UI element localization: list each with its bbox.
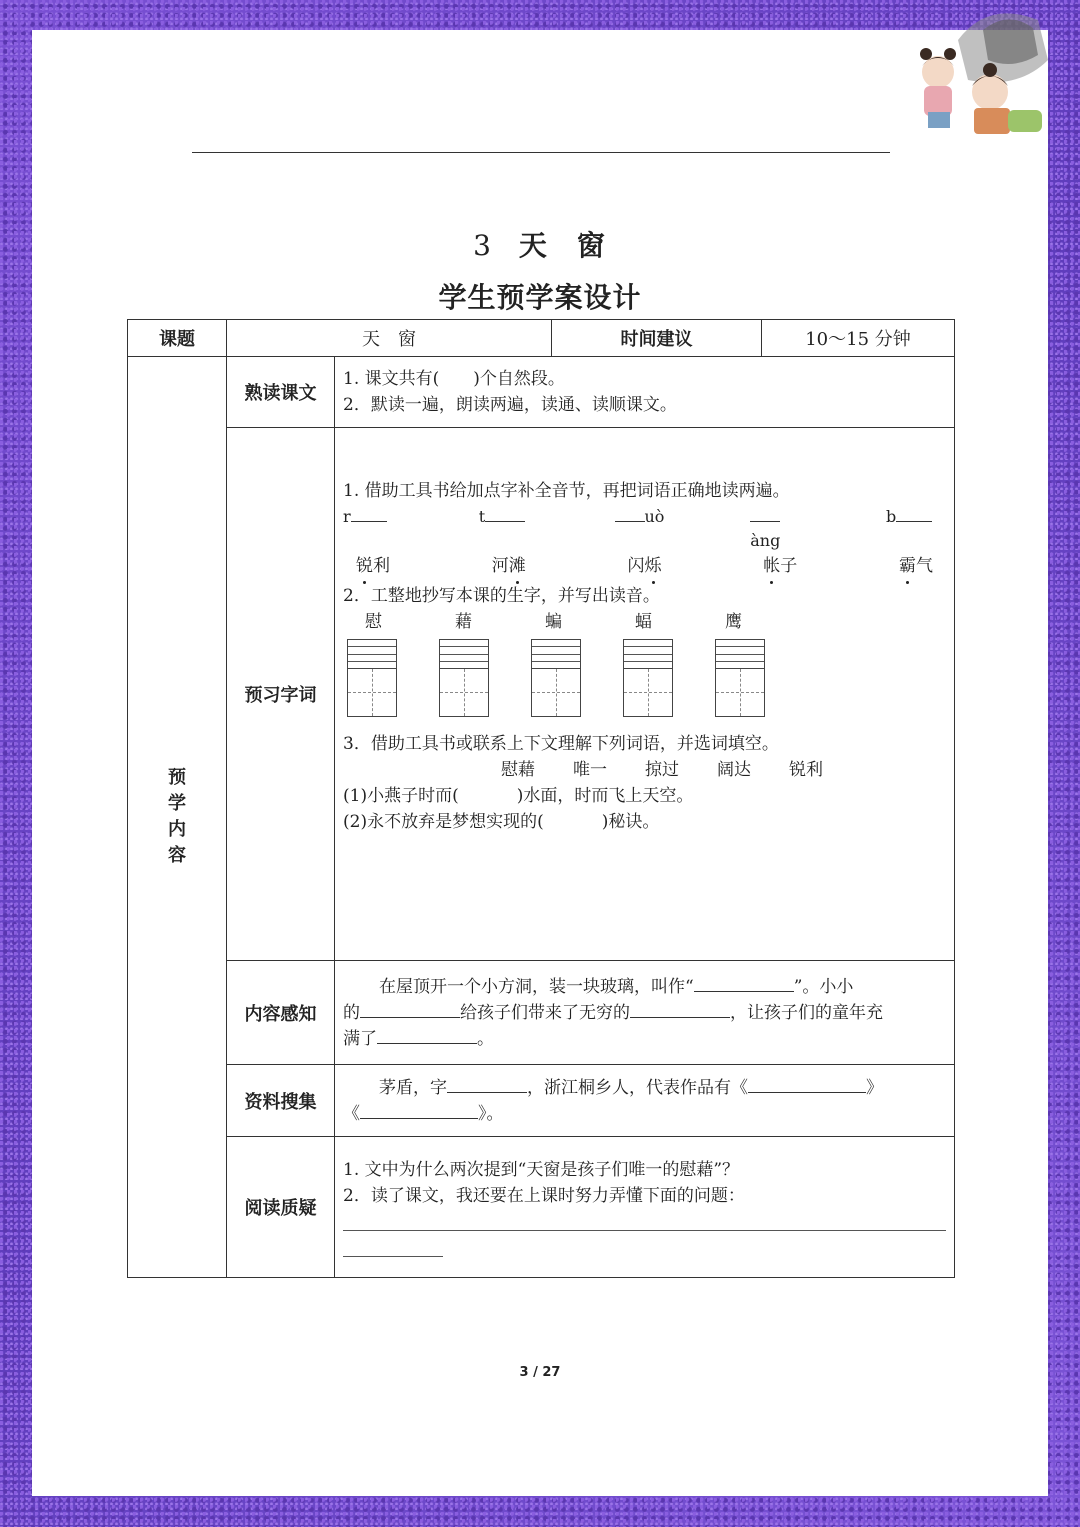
fill-blank[interactable] (360, 1000, 460, 1018)
header-rule (192, 152, 890, 153)
writing-grid-box[interactable] (347, 639, 397, 717)
word-1: 锐利 (343, 553, 403, 579)
lesson-title-char-1: 天 (518, 229, 549, 262)
choice-1: 慰藉 (501, 759, 535, 780)
research-content: 茅盾，字 ，浙江桐乡人，代表作品有《 》 《 》。 (335, 1065, 955, 1137)
pinyin-blank-3[interactable]: uò (615, 504, 675, 553)
dotted-words-row (343, 553, 946, 579)
lesson-number: 3 (473, 229, 493, 262)
pinyin-blank-4[interactable]: àng (750, 504, 810, 553)
section-label-preview-content: 预 学 内 容 (128, 357, 227, 1278)
new-char-2: 藉 (455, 611, 472, 632)
pinyin-blank-5[interactable]: b (886, 504, 946, 553)
preview-words-label: 预习字词 (227, 428, 335, 961)
questions-label: 阅读质疑 (227, 1137, 335, 1278)
choice-4: 阔达 (717, 759, 751, 780)
fill-blank[interactable] (694, 974, 794, 992)
content-perception-label: 内容感知 (227, 961, 335, 1065)
writing-grid-box[interactable] (715, 639, 765, 717)
choice-3: 掠过 (645, 759, 679, 780)
time-value: 10～15 分钟 (762, 320, 955, 357)
lesson-title-char-2: 窗 (576, 229, 607, 262)
preview-words-content (335, 428, 955, 961)
new-char-5: 鹰 (725, 611, 742, 632)
fill-blank[interactable] (360, 1101, 478, 1119)
questions-content (335, 1137, 955, 1278)
research-row (128, 1065, 955, 1137)
reading-line-2: 2．默读一遍，朗读两遍，读通、读顺课文。 (343, 395, 677, 415)
answer-line-2[interactable] (343, 1231, 443, 1257)
content-perception-content: 在屋顶开一个小方洞，装一块玻璃，叫作“ ”。小小 的 给孩子们带来了无穷的 ，让孩子们的童年充 满了 。 (335, 961, 955, 1065)
worksheet-page (32, 30, 1048, 1496)
word-5: 霸气 (886, 553, 946, 579)
word-choices (343, 757, 946, 783)
reading-row (128, 357, 955, 428)
questions-q1: 1. 文中为什么两次提到“天窗是孩子们唯一的慰藉”？ (343, 1160, 740, 1180)
question-3: 3．借助工具书或联系上下文理解下列词语，并选词填空。 (343, 733, 779, 754)
reading-label: 熟读课文 (227, 357, 335, 428)
sentence-2: (2)永不放弃是梦想实现的( )秘诀。 (343, 811, 660, 832)
word-2: 河滩 (479, 553, 539, 579)
answer-line-1[interactable] (343, 1209, 946, 1231)
preview-words-row (128, 428, 955, 961)
questions-q2: 2．读了课文，我还要在上课时努力弄懂下面的问题： (343, 1186, 745, 1206)
preview-plan-table (127, 319, 955, 1278)
worksheet-subtitle: 学生预学案设计 (438, 281, 642, 314)
fill-blank[interactable] (377, 1026, 477, 1044)
reading-children-illustration (898, 0, 1048, 150)
word-3: 闪烁 (615, 553, 675, 579)
reading-content (335, 357, 955, 428)
page-number: 3 / 27 (519, 1365, 561, 1380)
topic-label: 课题 (128, 320, 227, 357)
writing-grid-box[interactable] (623, 639, 673, 717)
writing-grid-row (343, 639, 946, 717)
content-perception-row (128, 961, 955, 1065)
fill-blank[interactable] (630, 1000, 730, 1018)
table-header-row (128, 320, 955, 357)
pinyin-row (343, 504, 946, 553)
new-char-1: 慰 (365, 611, 382, 632)
lesson-title (32, 224, 1048, 264)
sentence-1: (1)小燕子时而( )水面，时而飞上天空。 (343, 785, 694, 806)
fill-blank[interactable] (748, 1075, 866, 1093)
reading-line-1: 1. 课文共有( )个自然段。 (343, 369, 565, 389)
writing-grid-box[interactable] (439, 639, 489, 717)
questions-row (128, 1137, 955, 1278)
fill-blank[interactable] (447, 1075, 527, 1093)
pinyin-blank-2[interactable]: t (479, 504, 539, 553)
pinyin-blank-1[interactable]: r (343, 504, 403, 553)
word-4: 帐子 (750, 553, 810, 579)
writing-grid-box[interactable] (531, 639, 581, 717)
choice-2: 唯一 (573, 759, 607, 780)
question-1: 1. 借助工具书给加点字补全音节，再把词语正确地读两遍。 (343, 480, 790, 501)
new-char-4: 蝠 (635, 611, 652, 632)
time-label: 时间建议 (552, 320, 762, 357)
topic-value: 天 窗 (227, 320, 552, 357)
research-label: 资料搜集 (227, 1065, 335, 1137)
new-char-3: 蝙 (545, 611, 562, 632)
choice-5: 锐利 (789, 759, 823, 780)
question-2: 2．工整地抄写本课的生字，并写出读音。 (343, 585, 660, 606)
new-characters-row (343, 609, 946, 635)
